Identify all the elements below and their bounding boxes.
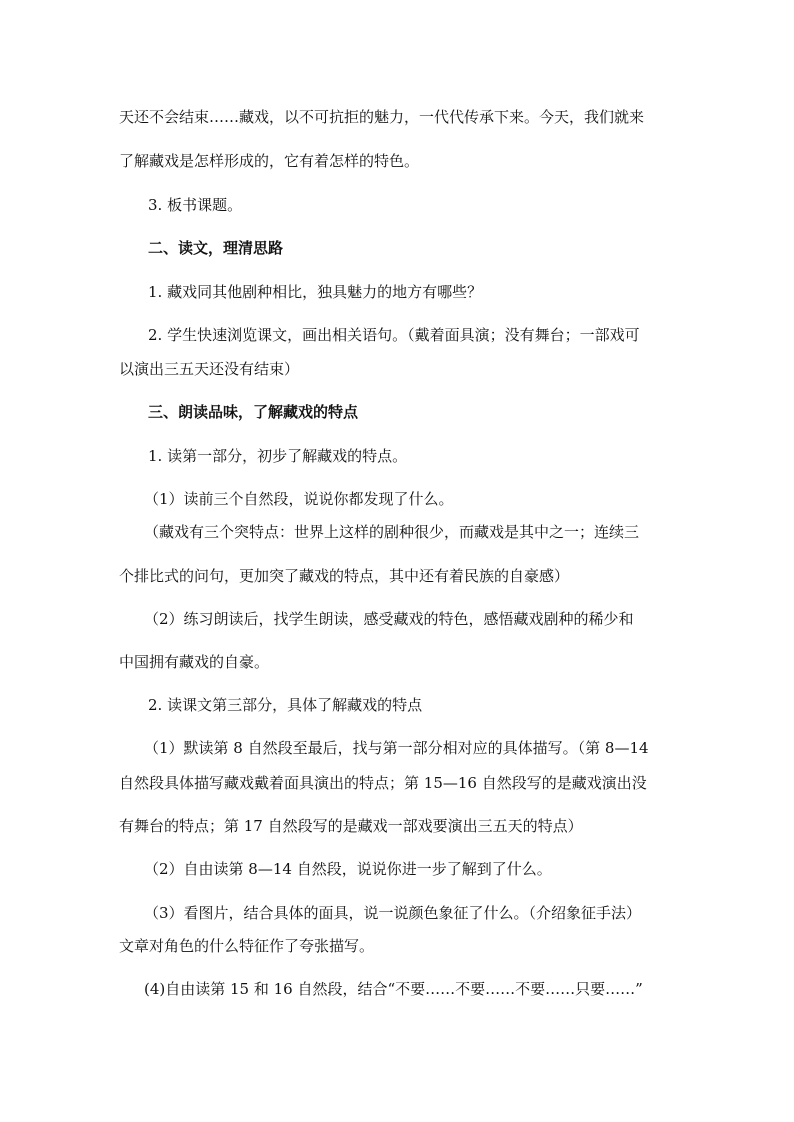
paragraph-line: 文章对角色的什么特征作了夸张描写。 xyxy=(119,937,375,955)
section-heading: 二、读文，理清思路 xyxy=(148,239,284,257)
list-item: （1）默读第 8 自然段至最后，找与第一部分相对应的具体描写。（第 8—14 xyxy=(144,739,649,757)
list-item: 1. 藏戏同其他剧种相比，独具魅力的地方有哪些？ xyxy=(148,283,483,301)
list-item: 2. 学生快速浏览课文，画出相关语句。（戴着面具演；没有舞台；一部戏可 xyxy=(148,326,640,344)
section-heading: 三、朗读品味，了解藏戏的特点 xyxy=(148,403,359,421)
paragraph-line: 自然段具体描写藏戏戴着面具演出的特点；第 15—16 自然段写的是藏戏演出没 xyxy=(119,774,647,792)
paragraph-line: 以演出三五天还没有结束） xyxy=(119,360,300,378)
paragraph-line: 中国拥有藏戏的自豪。 xyxy=(119,653,270,671)
list-item: （3）看图片，结合具体的面具，说一说颜色象征了什么。（介绍象征手法） xyxy=(144,904,642,922)
list-item: 3. 板书课题。 xyxy=(148,196,243,214)
paragraph-line: 天还不会结束……藏戏，以不可抗拒的魅力，一代代传承下来。今天，我们就来 xyxy=(119,108,645,126)
paragraph-line: 了解藏戏是怎样形成的，它有着怎样的特色。 xyxy=(119,152,420,170)
list-item: （2）练习朗读后，找学生朗读，感受藏戏的特色，感悟藏戏剧种的稀少和 xyxy=(144,610,634,628)
list-item: （2）自由读第 8—14 自然段，说说你进一步了解到了什么。 xyxy=(144,860,552,878)
list-item: （1）读前三个自然段，说说你都发现了什么。 xyxy=(144,490,454,508)
paragraph-line: 有舞台的特点；第 17 自然段写的是藏戏一部戏要演出三五天的特点） xyxy=(119,817,583,835)
paragraph-line: （藏戏有三个突特点：世界上这样的剧种很少，而藏戏是其中之一；连续三 xyxy=(144,523,640,541)
list-item: 2. 读课文第三部分，具体了解藏戏的特点 xyxy=(148,696,423,714)
paragraph-line: 个排比式的问句，更加突了藏戏的特点，其中还有着民族的自豪感） xyxy=(119,567,570,585)
list-item: (4)自由读第 15 和 16 自然段，结合“不要……不要……不要……只要……” xyxy=(144,980,643,998)
list-item: 1. 读第一部分，初步了解藏戏的特点。 xyxy=(148,447,408,465)
